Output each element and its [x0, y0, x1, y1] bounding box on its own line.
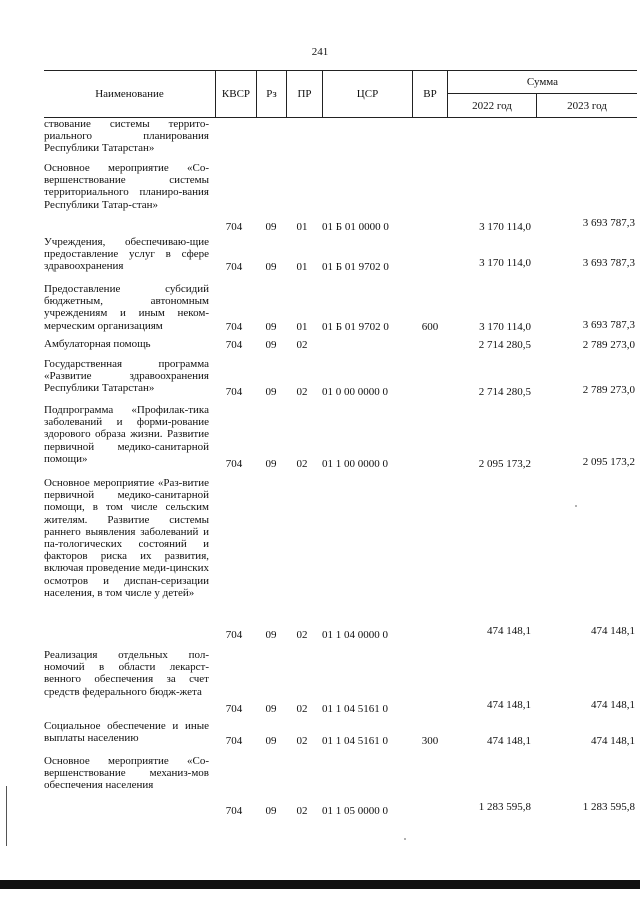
col-header-csr: ЦСР [322, 71, 412, 117]
row-vr: 600 [421, 321, 439, 333]
row-csr: 01 1 05 0000 0 [322, 805, 388, 817]
row-rz: 09 [265, 703, 277, 715]
scan-margin-mark [6, 786, 7, 846]
row-kvsr: 704 [225, 261, 243, 273]
row-name: Основное мероприятие «Со-вершенствование механиз-мов обеспечения населения [44, 755, 209, 792]
row-csr: 01 Б 01 9702 0 [322, 261, 389, 273]
row-name: Реализация отдельных пол-номочий в области лекарст-венного обеспечения за счет средств федерального бюдж-жета [44, 649, 209, 698]
col-header-sum: Сумма [447, 71, 637, 94]
row-sum-2022: 3 170 114,0 [479, 257, 531, 269]
row-pr: 02 [296, 703, 308, 715]
table-row [44, 162, 637, 233]
row-sum-2023: 2 789 273,0 [582, 339, 635, 351]
row-kvsr: 704 [225, 221, 243, 233]
row-pr: 02 [296, 629, 308, 641]
row-sum-2022: 2 714 280,5 [478, 386, 531, 398]
row-rz: 09 [265, 629, 277, 641]
row-pr: 01 [296, 221, 308, 233]
row-vr: 300 [421, 735, 439, 747]
row-kvsr: 704 [225, 339, 243, 351]
row-pr: 02 [296, 458, 308, 470]
row-name: Основное мероприятие «Раз-витие первичной медико-санитарной помощи, в том числе сельским жителям. Развитие системы раннего выявления заболеваний и па-тологических состояний и факторов риска их развития, включая проведение меди-цинских осмотров и диспан-серизации населения, в том числе у детей» [44, 477, 209, 599]
row-csr: 01 0 00 0000 0 [322, 386, 388, 398]
row-kvsr: 704 [225, 321, 243, 333]
col-header-2022: 2022 год [447, 94, 536, 117]
row-csr: 01 1 04 5161 0 [322, 703, 388, 715]
col-header-kvsr: КВСР [215, 71, 256, 117]
row-name: Предоставление субсидий бюджетным, автономным учреждениям и иным неком-мерческим организациям [44, 283, 209, 332]
row-sum-2023: 3 693 787,3 [582, 257, 635, 269]
scan-speck [575, 505, 577, 507]
row-kvsr: 704 [225, 735, 243, 747]
table-header [44, 70, 637, 118]
row-sum-2023: 2 789 273,0 [582, 384, 635, 396]
table-row [44, 404, 637, 470]
row-sum-2023: 3 693 787,3 [582, 319, 635, 331]
row-sum-2023: 2 095 173,2 [582, 456, 635, 468]
row-sum-2022: 474 148,1 [487, 625, 531, 637]
row-kvsr: 704 [225, 629, 243, 641]
row-sum-2023: 474 148,1 [591, 735, 635, 747]
row-pr: 02 [296, 735, 308, 747]
page-number: 241 [311, 46, 329, 58]
row-pr: 01 [296, 321, 308, 333]
scan-speck [404, 838, 406, 840]
row-rz: 09 [265, 735, 277, 747]
table-row [44, 649, 637, 715]
table-row [44, 358, 637, 398]
row-name: ствование системы террито-риального планирования Республики Татарстан» [44, 118, 209, 155]
row-name: Государственная программа «Развитие здравоохранения Республики Татарстан» [44, 358, 209, 395]
col-header-pr: ПР [286, 71, 322, 117]
row-rz: 09 [265, 221, 277, 233]
row-name: Основное мероприятие «Со-вершенствование системы территориального планиро-вания Республики Татар-стан» [44, 162, 209, 211]
row-sum-2023: 474 148,1 [591, 699, 635, 711]
table-row [44, 118, 637, 155]
row-rz: 09 [265, 321, 277, 333]
row-kvsr: 704 [225, 458, 243, 470]
row-kvsr: 704 [225, 703, 243, 715]
row-pr: 02 [296, 339, 308, 351]
scan-bottom-border [0, 880, 640, 889]
row-rz: 09 [265, 386, 277, 398]
row-sum-2022: 2 095 173,2 [478, 458, 531, 470]
table-row [44, 338, 637, 351]
row-sum-2023: 474 148,1 [591, 625, 635, 637]
row-sum-2022: 2 714 280,5 [478, 339, 531, 351]
row-name: Социальное обеспечение и иные выплаты населению [44, 720, 209, 745]
row-sum-2022: 1 283 595,8 [478, 801, 531, 813]
table-row [44, 755, 637, 817]
table-row [44, 283, 637, 333]
table-row [44, 477, 637, 641]
table-row [44, 720, 637, 747]
row-pr: 01 [296, 261, 308, 273]
row-name: Подпрограмма «Профилак-тика заболеваний и форми-рование здорового образа жизни. Развитие первичной медико-санитарной помощи» [44, 404, 209, 465]
row-csr: 01 1 04 5161 0 [322, 735, 388, 747]
row-sum-2022: 474 148,1 [487, 735, 531, 747]
row-csr: 01 1 04 0000 0 [322, 629, 388, 641]
row-rz: 09 [265, 805, 277, 817]
col-header-2023: 2023 год [536, 94, 637, 117]
row-rz: 09 [265, 458, 277, 470]
row-sum-2022: 3 170 114,0 [479, 221, 531, 233]
row-csr: 01 1 00 0000 0 [322, 458, 388, 470]
row-sum-2022: 3 170 114,0 [479, 321, 531, 333]
row-name: Амбулаторная помощь [44, 338, 151, 350]
row-sum-2023: 1 283 595,8 [582, 801, 635, 813]
row-rz: 09 [265, 261, 277, 273]
col-header-name: Наименование [95, 88, 164, 100]
row-rz: 09 [265, 339, 277, 351]
row-sum-2023: 3 693 787,3 [582, 217, 635, 229]
row-kvsr: 704 [225, 805, 243, 817]
col-header-rz: Рз [256, 71, 286, 117]
row-sum-2022: 474 148,1 [487, 699, 531, 711]
table-row [44, 236, 637, 273]
row-kvsr: 704 [225, 386, 243, 398]
row-name: Учреждения, обеспечиваю-щие предоставление услуг в сфере здравоохранения [44, 236, 209, 273]
row-csr: 01 Б 01 0000 0 [322, 221, 389, 233]
row-csr: 01 Б 01 9702 0 [322, 321, 389, 333]
row-pr: 02 [296, 386, 308, 398]
row-pr: 02 [296, 805, 308, 817]
col-header-vr: ВР [412, 71, 447, 117]
